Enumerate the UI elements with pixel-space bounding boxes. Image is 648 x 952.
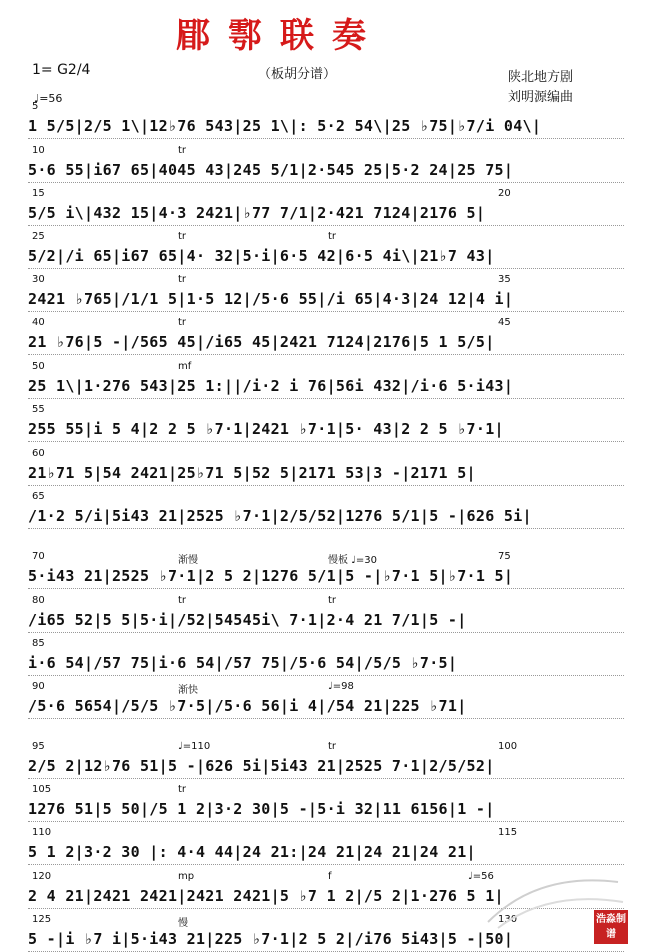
expression-mark: 慢板 ♩=30 [328, 555, 377, 566]
measure-number: 60 [32, 448, 45, 459]
expression-marks [28, 101, 624, 115]
staff-line [28, 99, 624, 139]
measure-number: 75 [498, 551, 511, 562]
staff-line [28, 549, 624, 589]
notation-line: /i65 52|5 5|5·i|/52|54545i\ 7·1|2·4 21 7/1|5 -| [28, 611, 467, 629]
measure-number: 110 [32, 827, 52, 838]
expression-mark: mf [178, 361, 192, 372]
tempo-marking: ♩=56 [34, 92, 63, 105]
measure-number: 20 [498, 188, 511, 199]
expression-mark: tr [328, 231, 337, 242]
expression-marks [28, 681, 624, 695]
expression-mark: ♩=56 [468, 871, 494, 882]
measure-number: 50 [32, 361, 45, 372]
notation-line: /1·2 5/i|5i43 21|2525 ♭7·1|2/5/52|1276 5/1|5 -|626 5i| [28, 507, 532, 525]
expression-marks [28, 551, 624, 565]
beam-line [28, 352, 624, 355]
beam-line [28, 483, 624, 486]
expression-marks [28, 448, 624, 462]
notation-line: /5·6 5654|/5/5 ♭7·5|/5·6 56|i 4|/54 21|225 ♭71| [28, 697, 467, 715]
subtitle: （板胡分谱） [258, 67, 337, 82]
measure-number: 100 [498, 741, 518, 752]
staff-line [28, 782, 624, 822]
measure-number: 55 [32, 404, 45, 415]
notation-line: 5/2|/i 65|i67 65|4· 32|5·i|6·5 42|6·5 4i\|21♭7 43| [28, 247, 495, 265]
measure-number: 105 [32, 784, 52, 795]
expression-marks [28, 145, 624, 159]
expression-marks [28, 827, 624, 841]
beam-line [28, 396, 624, 399]
beam-line [28, 526, 624, 529]
expression-mark: tr [178, 274, 187, 285]
notation-line: 2 4 21|2421 2421|2421 2421|5 ♭7 1 2|/5 2|1·276 5 1| [28, 887, 504, 905]
staff-line [28, 446, 624, 486]
expression-mark: tr [328, 741, 337, 752]
staff-line [28, 315, 624, 355]
expression-mark: 渐慢 [178, 555, 198, 566]
stamp: 浩淼制谱 [594, 910, 628, 944]
beam-line [28, 630, 624, 633]
staff-line [28, 402, 624, 442]
notation-line: 21♭71 5|54 2421|25♭71 5|52 5|2171 53|3 -|2171 5| [28, 464, 476, 482]
expression-mark: tr [178, 145, 187, 156]
expression-mark: mp [178, 871, 195, 882]
expression-mark: tr [178, 317, 187, 328]
measure-number: 65 [32, 491, 45, 502]
measure-number: 80 [32, 595, 45, 606]
expression-marks [28, 404, 624, 418]
arranger: 刘明源编曲 [508, 90, 574, 105]
measure-number: 125 [32, 914, 52, 925]
notation-line: 5·6 55|i67 65|4045 43|245 5/1|2·545 25|5·2 24|25 75| [28, 161, 514, 179]
beam-line [28, 309, 624, 312]
expression-mark: ♩=98 [328, 681, 354, 692]
beam-line [28, 716, 624, 719]
beam-line [28, 673, 624, 676]
measure-number: 120 [32, 871, 52, 882]
staff-line [28, 359, 624, 399]
expression-mark: 慢 [178, 918, 188, 929]
expression-mark: tr [178, 231, 187, 242]
measure-number: 5 [32, 101, 39, 112]
measure-number: 35 [498, 274, 511, 285]
title: 郿鄠联奏 [176, 16, 384, 56]
staff-line [28, 593, 624, 633]
staff-line [28, 636, 624, 676]
expression-marks [28, 317, 624, 331]
expression-mark: tr [178, 595, 187, 606]
measure-number: 90 [32, 681, 45, 692]
measure-number: 30 [32, 274, 45, 285]
beam-line [28, 223, 624, 226]
staff-line [28, 739, 624, 779]
notation-line: 25 1\|1·276 543|25 1:||/i·2 i 76|56i 432|/i·6 5·i43| [28, 377, 514, 395]
expression-marks [28, 784, 624, 798]
expression-mark: tr [178, 784, 187, 795]
beam-line [28, 180, 624, 183]
beam-line [28, 819, 624, 822]
measure-number: 25 [32, 231, 45, 242]
expression-mark: f [328, 871, 332, 882]
beam-line [28, 586, 624, 589]
beam-line [28, 439, 624, 442]
beam-line [28, 136, 624, 139]
measure-number: 70 [32, 551, 45, 562]
notation-line: 5·i43 21|2525 ♭7·1|2 5 2|1276 5/1|5 -|♭7·1 5|♭7·1 5| [28, 567, 514, 585]
genre: 陕北地方剧 [508, 70, 574, 85]
expression-mark: 渐快 [178, 685, 198, 696]
expression-mark: tr [328, 595, 337, 606]
measure-number: 15 [32, 188, 45, 199]
notation-line: 21 ♭76|5 -|/565 45|/i65 45|2421 7124|2176|5 1 5/5| [28, 333, 495, 351]
staff-line [28, 186, 624, 226]
expression-marks [28, 638, 624, 652]
measure-number: 115 [498, 827, 518, 838]
staff-line [28, 229, 624, 269]
staff-line [28, 489, 624, 529]
measure-number: 130 [498, 914, 518, 925]
beam-line [28, 266, 624, 269]
beam-line [28, 776, 624, 779]
notation-line: 1 5/5|2/5 1\|12♭76 543|25 1\|: 5·2 54\|25 ♭75|♭7/i 04\| [28, 117, 542, 135]
notation-line: i·6 54|/57 75|i·6 54|/57 75|/5·6 54|/5/5 ♭7·5| [28, 654, 458, 672]
measure-number: 45 [498, 317, 511, 328]
notation-line: 5 -|i ♭7 i|5·i43 21|225 ♭7·1|2 5 2|/i76 5i43|5 -|50| [28, 930, 514, 948]
notation-line: 2421 ♭765|/1/1 5|1·5 12|/5·6 55|/i 65|4·3|24 12|4 i| [28, 290, 514, 308]
expression-marks [28, 231, 624, 245]
measure-number: 10 [32, 145, 45, 156]
staff-line [28, 825, 624, 865]
expression-marks [28, 361, 624, 375]
expression-marks [28, 741, 624, 755]
notation-line: 255 55|i 5 4|2 2 5 ♭7·1|2421 ♭7·1|5· 43|2 2 5 ♭7·1| [28, 420, 504, 438]
notation-line: 5 1 2|3·2 30 |: 4·4 44|24 21:|24 21|24 21|24 21| [28, 843, 476, 861]
key-signature: 1= G2/4 [32, 62, 91, 78]
notation-line: 2/5 2|12♭76 51|5 -|626 5i|5i43 21|2525 7·1|2/5/52| [28, 757, 495, 775]
expression-marks [28, 595, 624, 609]
expression-marks [28, 491, 624, 505]
notation-line: 5/5 i\|432 15|4·3 2421|♭77 7/1|2·421 7124|2176 5| [28, 204, 486, 222]
expression-marks [28, 274, 624, 288]
staff-line [28, 272, 624, 312]
measure-number: 95 [32, 741, 45, 752]
notation-line: 1276 51|5 50|/5 1 2|3·2 30|5 -|5·i 32|11 6156|1 -| [28, 800, 495, 818]
expression-marks [28, 188, 624, 202]
staff-line [28, 143, 624, 183]
staff-line [28, 679, 624, 719]
measure-number: 40 [32, 317, 45, 328]
measure-number: 85 [32, 638, 45, 649]
expression-mark: ♩=110 [178, 741, 211, 752]
